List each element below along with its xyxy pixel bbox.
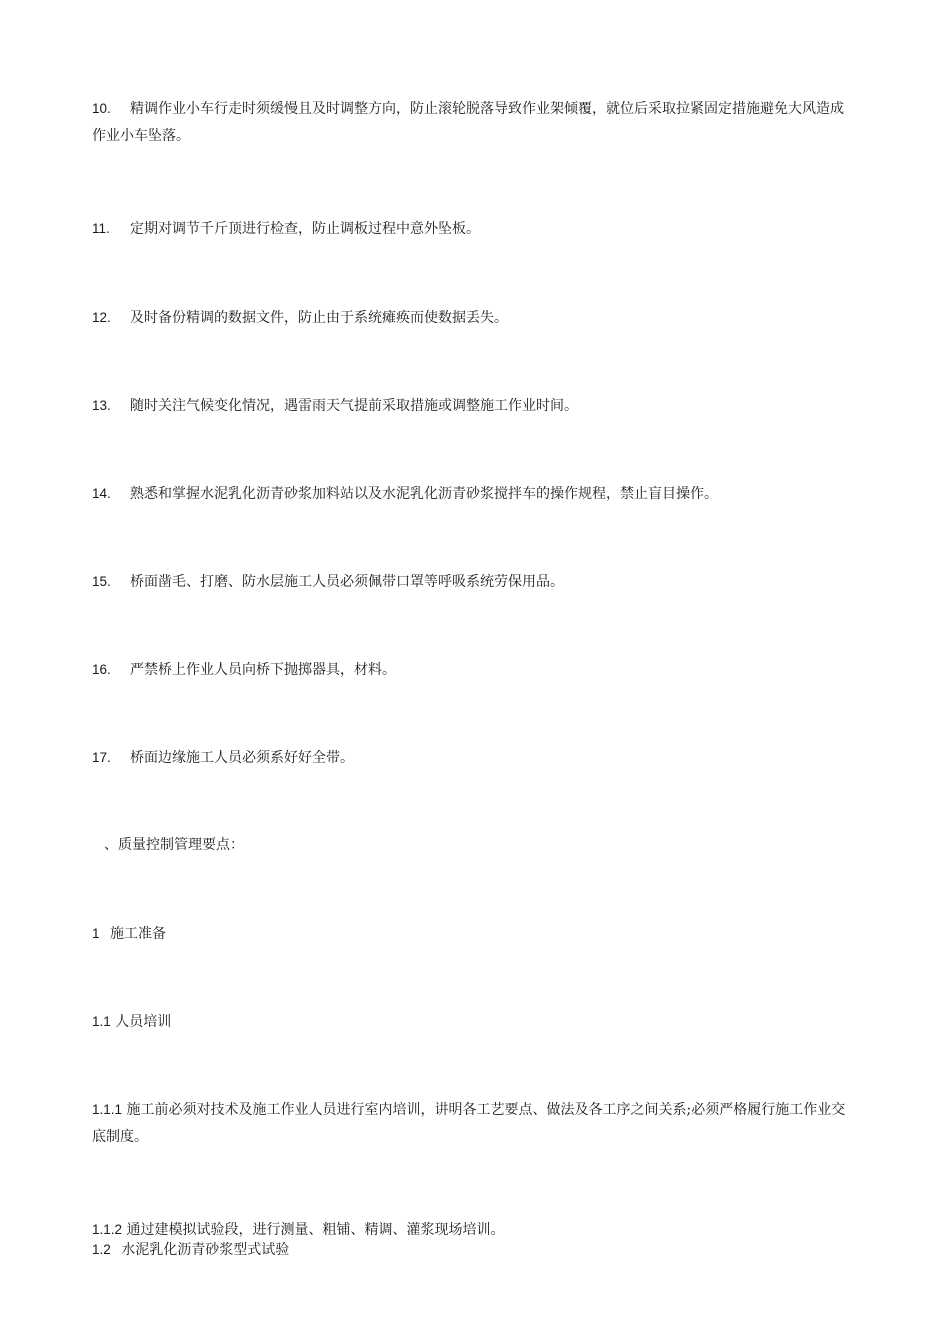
list-item-10	[92, 95, 854, 150]
list-number: 10.	[92, 101, 111, 116]
list-text: 严禁桥上作业人员向桥下抛掷器具，材料。	[130, 662, 396, 678]
list-item-15	[92, 568, 854, 596]
list-text: 精调作业小车行走时须缓慢且及时调整方向，防止滚轮脱落导致作业架倾覆，就位后采取拉紧固定措施避免大风造成作业小车坠落。	[92, 101, 844, 144]
list-number: 11.	[92, 221, 110, 236]
heading-number: 1.2	[92, 1242, 111, 1257]
list-item-13	[92, 392, 854, 420]
list-item-12	[92, 304, 854, 332]
list-text: 随时关注气候变化情况，遇雷雨天气提前采取措施或调整施工作业时间。	[130, 398, 578, 414]
list-item-17	[92, 744, 854, 772]
paragraph-text: 通过建模拟试验段，进行测量、粗铺、精调、灌浆现场培训。	[126, 1222, 505, 1238]
list-text: 及时备份精调的数据文件，防止由于系统瘫痪而使数据丢失。	[130, 310, 508, 326]
list-text: 熟悉和掌握水泥乳化沥青砂浆加料站以及水泥乳化沥青砂浆搅拌车的操作规程，禁止盲目操作。	[130, 486, 718, 502]
paragraph-number: 1.1.2	[92, 1222, 123, 1237]
heading-number: 1.1	[92, 1014, 111, 1029]
list-text: 桥面边缘施工人员必须系好好全带。	[130, 750, 354, 766]
paragraph-text: 施工前必须对技术及施工作业人员进行室内培训，讲明各工艺要点、做法及各工序之间关系;必须严格履行施工作业交底制度。	[92, 1102, 846, 1145]
heading-text: 施工准备	[109, 926, 166, 942]
list-item-14	[92, 480, 854, 508]
paragraph-1-1-1	[92, 1096, 854, 1151]
heading-1-2	[92, 1236, 854, 1264]
list-number: 13.	[92, 398, 111, 413]
list-number: 17.	[92, 750, 111, 765]
heading-text: 水泥乳化沥青砂浆型式试验	[121, 1242, 290, 1258]
list-number: 15.	[92, 574, 111, 589]
list-item-16	[92, 656, 854, 684]
list-text: 定期对调节千斤顶进行检查，防止调板过程中意外坠板。	[130, 221, 480, 237]
heading-1	[92, 920, 854, 948]
heading-text: 人员培训	[115, 1014, 172, 1030]
heading-number: 1	[92, 926, 100, 941]
list-number: 14.	[92, 486, 111, 501]
heading-1-1	[92, 1008, 854, 1036]
list-number: 12.	[92, 310, 111, 325]
list-text: 桥面凿毛、打磨、防水层施工人员必须佩带口罩等呼吸系统劳保用品。	[130, 574, 564, 590]
paragraph-number: 1.1.1	[92, 1102, 123, 1117]
section-title: 、质量控制管理要点：	[104, 837, 244, 853]
list-item-11	[92, 215, 854, 243]
list-number: 16.	[92, 662, 111, 677]
